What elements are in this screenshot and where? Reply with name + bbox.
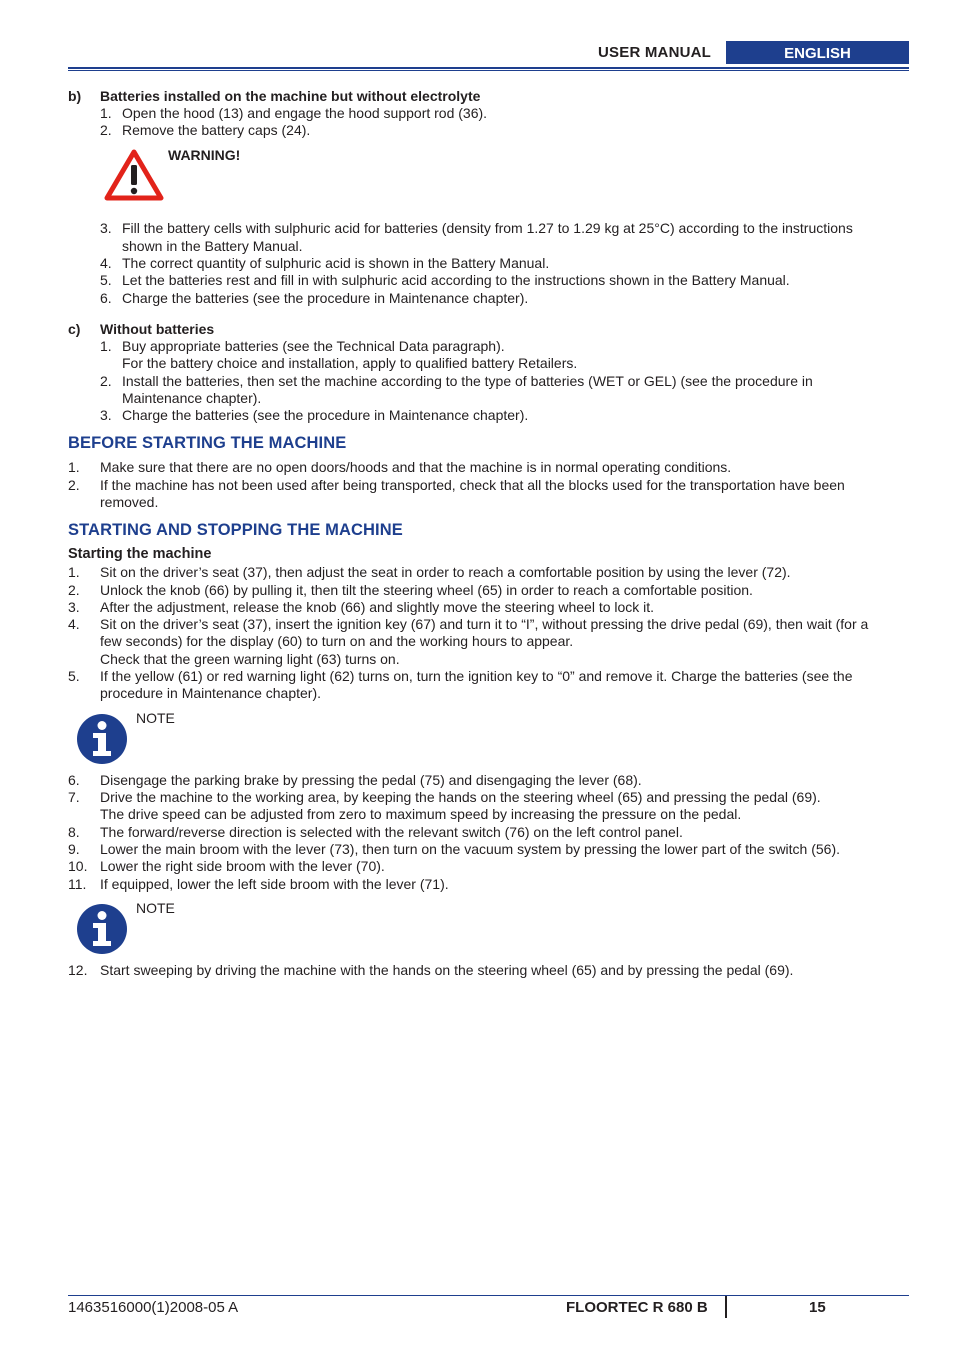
list-item-text: Lower the main broom with the lever (73), then turn on the vacuum system by pressing the lower part of the switch (56).: [100, 841, 841, 857]
list-item-number: 2.: [68, 582, 80, 598]
footer-divider: [68, 1295, 909, 1296]
section-b-step-number: 1.: [100, 105, 112, 121]
footer-separator: [725, 1296, 727, 1318]
list-item-number: 4.: [100, 255, 112, 271]
list-item-number: 3.: [100, 407, 112, 423]
list-item-number: 4.: [68, 616, 80, 632]
page-number: 15: [809, 1299, 826, 1316]
footer-product-name: FLOORTEC R 680 B: [566, 1299, 708, 1316]
info-icon: [76, 713, 128, 765]
list-item-number: 5.: [68, 668, 80, 684]
list-item-text: After the adjustment, release the knob (66) and slightly move the steering wheel to lock it.: [100, 599, 655, 615]
note-label: NOTE: [136, 710, 175, 726]
list-item-number: 6.: [100, 290, 112, 306]
list-item-text: Sit on the driver’s seat (37), then adjust the seat in order to reach a comfortable position by using the lever (72).: [100, 564, 791, 580]
list-item-text: Make sure that there are no open doors/hoods and that the machine is in normal operating conditions.: [100, 459, 732, 475]
note-label: NOTE: [136, 900, 175, 916]
list-item-text: The drive speed can be adjusted from zero to maximum speed by increasing the pressure on the pedal.: [100, 806, 742, 822]
list-item-text: Lower the right side broom with the lever (70).: [100, 858, 385, 874]
list-item-text: If the machine has not been used after being transported, check that all the blocks used for the transportation have been: [100, 477, 845, 493]
list-item-text: Buy appropriate batteries (see the Technical Data paragraph).: [122, 338, 505, 354]
list-item-number: 6.: [68, 772, 80, 788]
list-item-text: Check that the green warning light (63) turns on.: [100, 651, 400, 667]
header-divider: [68, 67, 909, 69]
section-heading-before-starting: BEFORE STARTING THE MACHINE: [68, 434, 347, 452]
list-item-number: 2.: [100, 373, 112, 389]
list-item-number: 10.: [68, 858, 88, 874]
list-item-text: Drive the machine to the working area, by keeping the hands on the steering wheel (65) and pressing the pedal (69).: [100, 789, 821, 805]
list-item-text: Start sweeping by driving the machine with the hands on the steering wheel (65) and by pressing the pedal (69).: [100, 962, 794, 978]
list-item-number: 9.: [68, 841, 80, 857]
list-item-text: Disengage the parking brake by pressing the pedal (75) and disengaging the lever (68).: [100, 772, 642, 788]
section-b-title: Batteries installed on the machine but without electrolyte: [100, 88, 481, 104]
list-item-text: Charge the batteries (see the procedure in Maintenance chapter).: [122, 290, 529, 306]
info-icon: [76, 903, 128, 955]
subheading-starting-machine: Starting the machine: [68, 546, 212, 562]
list-item-text: Sit on the driver’s seat (37), insert the ignition key (67) and turn it to “I”, without pressing the drive pedal (69), then wait (for a: [100, 616, 869, 632]
list-item-text: Install the batteries, then set the machine according to the type of batteries (WET or GEL) (see the procedure in: [122, 373, 813, 389]
list-item-text: The correct quantity of sulphuric acid is shown in the Battery Manual.: [122, 255, 550, 271]
list-item-number: 7.: [68, 789, 80, 805]
list-item-text: Let the batteries rest and fill in with sulphuric acid according to the instructions shown in the Battery Manual.: [122, 272, 790, 288]
list-item-text: If equipped, lower the left side broom with the lever (71).: [100, 876, 449, 892]
list-item-number: 8.: [68, 824, 80, 840]
list-item-number: 2.: [68, 477, 80, 493]
section-heading-starting-stopping: STARTING AND STOPPING THE MACHINE: [68, 521, 403, 539]
list-item-number: 1.: [68, 564, 80, 580]
section-c-label: c): [68, 321, 81, 337]
list-item-text: removed.: [100, 494, 159, 510]
list-item-text: procedure in Maintenance chapter).: [100, 685, 322, 701]
header-divider-thin: [68, 70, 909, 71]
list-item-number: 3.: [100, 220, 112, 236]
list-item-text: Unlock the knob (66) by pulling it, then tilt the steering wheel (65) in order to reach a comfortable position.: [100, 582, 753, 598]
warning-label: WARNING!: [168, 147, 241, 163]
section-b-step-number: 2.: [100, 122, 112, 138]
footer-document-code: 1463516000(1)2008-05 A: [68, 1299, 239, 1316]
list-item-number: 11.: [68, 876, 87, 892]
list-item-number: 3.: [68, 599, 80, 615]
section-b-step-text: Open the hood (13) and engage the hood support rod (36).: [122, 105, 488, 121]
list-item-text: The forward/reverse direction is selected with the relevant switch (76) on the left control panel.: [100, 824, 683, 840]
section-c-title: Without batteries: [100, 321, 215, 337]
warning-triangle-icon: [104, 149, 164, 201]
list-item-text: shown in the Battery Manual.: [122, 238, 303, 254]
header-language-badge: ENGLISH: [726, 41, 909, 64]
section-b-step-text: Remove the battery caps (24).: [122, 122, 311, 138]
list-item-text: few seconds) for the display (60) to turn on and the working hours to appear.: [100, 633, 574, 649]
list-item-text: Fill the battery cells with sulphuric acid for batteries (density from 1.27 to 1.29 kg at 25°C) according to the instructions: [122, 220, 853, 236]
section-b-label: b): [68, 88, 82, 104]
list-item-number: 1.: [68, 459, 80, 475]
list-item-text: If the yellow (61) or red warning light (62) turns on, turn the ignition key to “0” and remove it. Charge the batteries (see the: [100, 668, 853, 684]
list-item-number: 12.: [68, 962, 88, 978]
list-item-text: Maintenance chapter).: [122, 390, 262, 406]
list-item-number: 5.: [100, 272, 112, 288]
list-item-number: 1.: [100, 338, 112, 354]
header-manual-label: USER MANUAL: [598, 44, 712, 61]
list-item-text: For the battery choice and installation, apply to qualified battery Retailers.: [122, 355, 578, 371]
list-item-text: Charge the batteries (see the procedure in Maintenance chapter).: [122, 407, 529, 423]
